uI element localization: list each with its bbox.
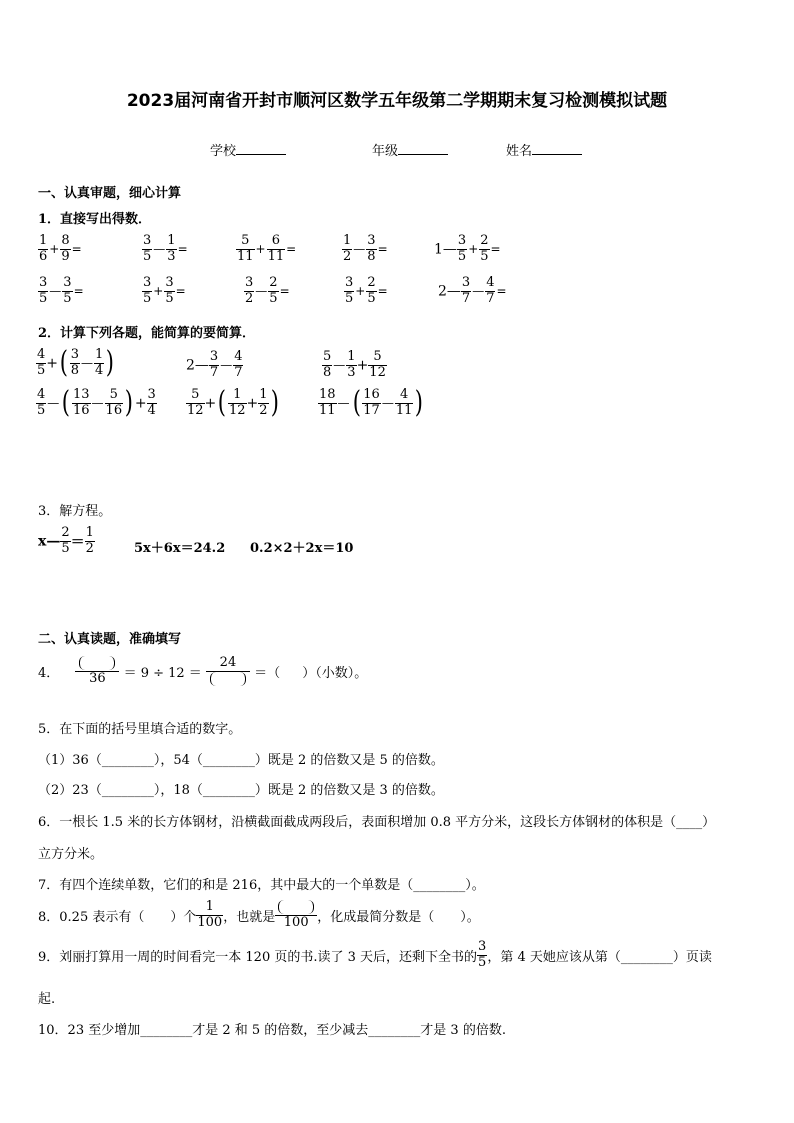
fraction [477,940,487,971]
q3-eq2: 5x＋6x＝24.2 [134,541,226,556]
denominator: 100 [197,915,223,931]
denominator: 8 [367,248,376,264]
denominator: 2 [245,290,254,306]
operator: — [49,284,62,299]
fraction [318,388,337,419]
numerator: 3 [143,233,152,248]
text: ，化成最简分数是（ ）。 [317,910,480,926]
operator: = [73,284,84,299]
fraction [209,350,219,381]
numerator: 2 [367,275,376,290]
text: 9．刘丽打算用一周的时间看完一本 120 页的书.读了 3 天后，还剩下全书的 [38,949,478,965]
fraction [233,350,243,381]
operator: — [153,242,166,257]
page-title: 2023届河南省开封市顺河区数学五年级第二学期期末复习检测模拟试题 [126,91,668,111]
blank-slot [210,672,246,686]
numerator: 1 [343,233,352,248]
numerator: 2 [480,233,489,248]
denominator: 7 [461,290,471,306]
fraction [60,234,70,265]
q1-r1-e3 [236,234,297,265]
name-blank [532,142,582,155]
numerator [275,900,317,916]
fraction [186,388,205,419]
numerator: 4 [234,349,243,364]
operator: + [355,284,366,299]
operator: 1— [434,241,457,258]
fraction [228,388,247,419]
q3-eq1 [38,526,95,557]
fraction [196,900,223,931]
fraction [62,276,72,307]
q3-eq3: 0.2×2＋2x＝10 [250,541,354,556]
denominator: 7 [209,364,219,380]
numerator: 3 [143,275,152,290]
denominator: 9 [61,248,70,264]
numerator: 5 [323,349,332,364]
q1-r1-e4 [342,234,389,265]
parenthesis: ) [270,385,279,421]
q1-label: 1．直接写出得数． [38,212,152,227]
fraction [366,276,376,307]
denominator: 5 [37,402,46,418]
operator: = [175,284,186,299]
school-blank [236,142,286,155]
blank-slot [278,900,314,914]
operator: = [177,242,188,257]
denominator: 16 [73,402,90,418]
denominator: 2 [259,402,268,418]
denominator: 11 [319,402,336,418]
denominator: 5 [457,248,467,264]
name-label: 姓名 [506,144,533,159]
denominator: 5 [37,362,46,378]
denominator: 4 [147,402,156,418]
operator: 2— [186,357,209,374]
text: ，第 4 天她应该从第（________）页读 [487,949,712,965]
fraction [457,234,467,265]
operator: — [220,358,233,373]
denominator: 3 [347,364,356,380]
q1-r2-e5 [438,276,508,307]
q1-r1-e2 [142,234,189,265]
fraction [244,276,254,307]
operator: + [246,395,259,412]
denominator: 11 [267,248,285,264]
denominator: 2 [343,248,352,264]
section2-heading: 二、认真读题，准确填写 [38,632,182,647]
denominator: 12 [187,402,204,418]
fraction [94,348,104,379]
section1-heading: 一、认真审题，细心计算 [38,186,182,201]
operator: x— [38,533,61,550]
numerator: 3 [63,275,72,290]
text: 4． [38,666,60,682]
operator: — [353,242,366,257]
name-field [506,140,582,159]
q2-e1 [36,345,116,381]
numerator: 1 [39,233,48,248]
grade-label: 年级 [372,144,399,159]
operator: = [377,242,388,257]
numerator: 1 [228,388,247,404]
fraction [267,234,286,265]
numerator: 6 [267,234,286,250]
fraction [368,350,387,381]
numerator: 3 [457,233,467,248]
numerator: 16 [363,387,380,402]
denominator: 7 [234,364,243,380]
numerator: 3 [461,275,471,290]
numerator: 24 [206,656,250,672]
numerator: 3 [39,275,48,290]
denominator: 16 [105,402,123,418]
denominator: 8 [70,362,80,378]
q1-r1-e1 [38,234,83,265]
denominator: 5 [39,290,48,306]
denominator: 5 [269,290,278,306]
fraction [275,900,317,931]
operator: — [47,396,60,411]
operator: + [46,355,59,372]
fraction [479,234,489,265]
fraction [258,388,268,419]
denominator: 17 [363,402,380,418]
parenthesis: ( [59,345,68,381]
fraction [75,656,119,687]
numerator: 18 [319,387,336,402]
fraction [362,388,381,419]
operator: + [468,242,479,257]
numerator: 1 [85,525,94,540]
fraction [395,388,414,419]
numerator: 2 [61,525,70,540]
fraction [147,388,157,419]
fraction [142,276,152,307]
parenthesis: ) [124,385,134,421]
operator: = [496,284,507,299]
denominator: 5 [61,540,70,556]
parenthesis: ) [415,385,424,421]
fraction [236,234,255,265]
operator: = [71,242,82,257]
q5-line1: （1）36（________），54（________）既是 2 的倍数又是 5 的倍数。 [38,753,444,768]
denominator: 5 [478,954,487,970]
parenthesis: ( [62,385,71,421]
denominator [206,672,250,687]
parenthesis: ( [218,385,227,421]
denominator: 4 [95,362,104,378]
q2-e2 [186,350,243,381]
denominator: 7 [486,290,495,306]
q8 [38,900,480,931]
q7: 7．有四个连续单数，它们的和是 216，其中最大的一个单数是（________）。 [38,878,485,893]
q5-line2: （2）23（________），18（________）既是 2 的倍数又是 3 的倍数。 [38,783,444,798]
operator: — [472,284,485,299]
numerator: 4 [395,388,414,404]
q3-label: 3．解方程。 [38,504,112,519]
operator: — [381,396,394,411]
fraction [166,234,176,265]
numerator: 1 [196,900,223,916]
q6-line2: 立方分米。 [38,847,104,862]
numerator: 4 [486,275,495,290]
denominator: 11 [395,402,413,418]
q1-r2-e1 [38,276,85,307]
q9-line1 [38,940,712,971]
denominator: 6 [39,248,48,264]
text: 8．0.25 表示有（ ）个 [38,910,197,926]
fraction [461,276,471,307]
fraction [85,526,95,557]
numerator: 3 [245,275,254,290]
denominator: 5 [367,290,376,306]
denominator: 8 [323,364,332,380]
operator: + [134,395,147,412]
operator: — [255,284,268,299]
fraction [105,388,124,419]
fraction [36,388,46,419]
numerator: 3 [367,233,376,248]
q5-label: 5．在下面的括号里填合适的数字。 [38,722,242,737]
denominator: 5 [345,290,354,306]
fraction [164,276,174,307]
q2-label: 2．计算下列各题，能简算的要简算． [38,326,256,341]
operator: — [91,396,104,411]
numerator: 4 [37,347,46,362]
numerator: 5 [368,350,387,366]
numerator: 1 [167,233,176,248]
operator: — [337,396,350,411]
school-field [210,140,286,159]
denominator: 11 [237,248,254,264]
grade-field [372,140,448,159]
text: ＝（ [254,666,281,682]
denominator: 12 [369,364,386,380]
operator: + [49,242,60,257]
fraction [206,656,250,687]
numerator: 5 [236,234,255,250]
q2-e6 [318,385,425,421]
operator: — [333,358,346,373]
fraction [268,276,278,307]
fraction [346,350,356,381]
fraction [70,348,80,379]
numerator: 4 [37,387,46,402]
numerator: 2 [269,275,278,290]
numerator: 8 [61,233,70,248]
q10: 10．23 至少增加________才是 2 和 5 的倍数，至少减去________才是 3 的倍数. [38,1023,506,1038]
fraction [36,348,46,379]
denominator: 100 [283,915,309,931]
numerator: 1 [95,347,104,362]
q2-e3 [322,350,387,381]
denominator: 5 [143,248,152,264]
denominator: 3 [167,248,176,264]
operator: ＝ [70,534,85,551]
fraction [38,234,48,265]
q4 [38,656,367,687]
school-label: 学校 [210,144,237,159]
operator: + [356,357,369,374]
q1-r2-e4 [344,276,389,307]
fraction [142,234,152,265]
q6-line1: 6．一根长 1.5 米的长方体钢材，沿横截面截成两段后，表面积增加 0.8 平方分米，这段长方体钢材的体积是（____） [38,815,716,830]
denominator: 5 [480,248,489,264]
q9-line2: 起. [38,992,56,1007]
denominator: 12 [229,402,246,418]
denominator: 5 [165,290,174,306]
denominator: 5 [63,290,72,306]
numerator [75,656,119,672]
q1-r1-e5 [434,234,502,265]
operator: — [81,356,94,371]
operator: + [255,242,266,257]
operator: = [377,284,388,299]
numerator: 3 [147,387,156,402]
text: ）（小数）。 [302,666,368,682]
operator: + [204,395,217,412]
numerator: 3 [209,349,219,364]
numerator: 5 [105,388,124,404]
numerator: 1 [347,349,356,364]
denominator: 36 [89,671,106,687]
numerator: 1 [259,387,268,402]
q2-e5 [186,385,280,421]
grade-blank [398,142,448,155]
blank-slot [79,656,115,670]
denominator: 5 [143,290,152,306]
fraction [60,526,70,557]
numerator: 5 [186,388,205,404]
fraction [72,388,91,419]
fraction [342,234,352,265]
operator: = [286,242,297,257]
fraction [485,276,495,307]
parenthesis: ( [352,385,361,421]
text: ，也就是 [223,910,276,926]
q1-r2-e3 [244,276,291,307]
fraction [366,234,376,265]
numerator: 3 [70,347,80,362]
parenthesis: ) [106,345,115,381]
fraction [344,276,354,307]
numerator: 3 [165,275,174,290]
numerator: 3 [345,275,354,290]
denominator: 2 [85,540,94,556]
numerator: 3 [478,939,487,954]
fraction [38,276,48,307]
operator: = [490,242,501,257]
text: ＝ 9 ÷ 12 ＝ [123,666,202,682]
fraction [322,350,332,381]
operator: + [153,284,164,299]
q2-e4 [36,385,157,421]
operator: 2— [438,283,461,300]
operator: = [279,284,290,299]
q1-r2-e2 [142,276,187,307]
numerator: 13 [73,387,90,402]
